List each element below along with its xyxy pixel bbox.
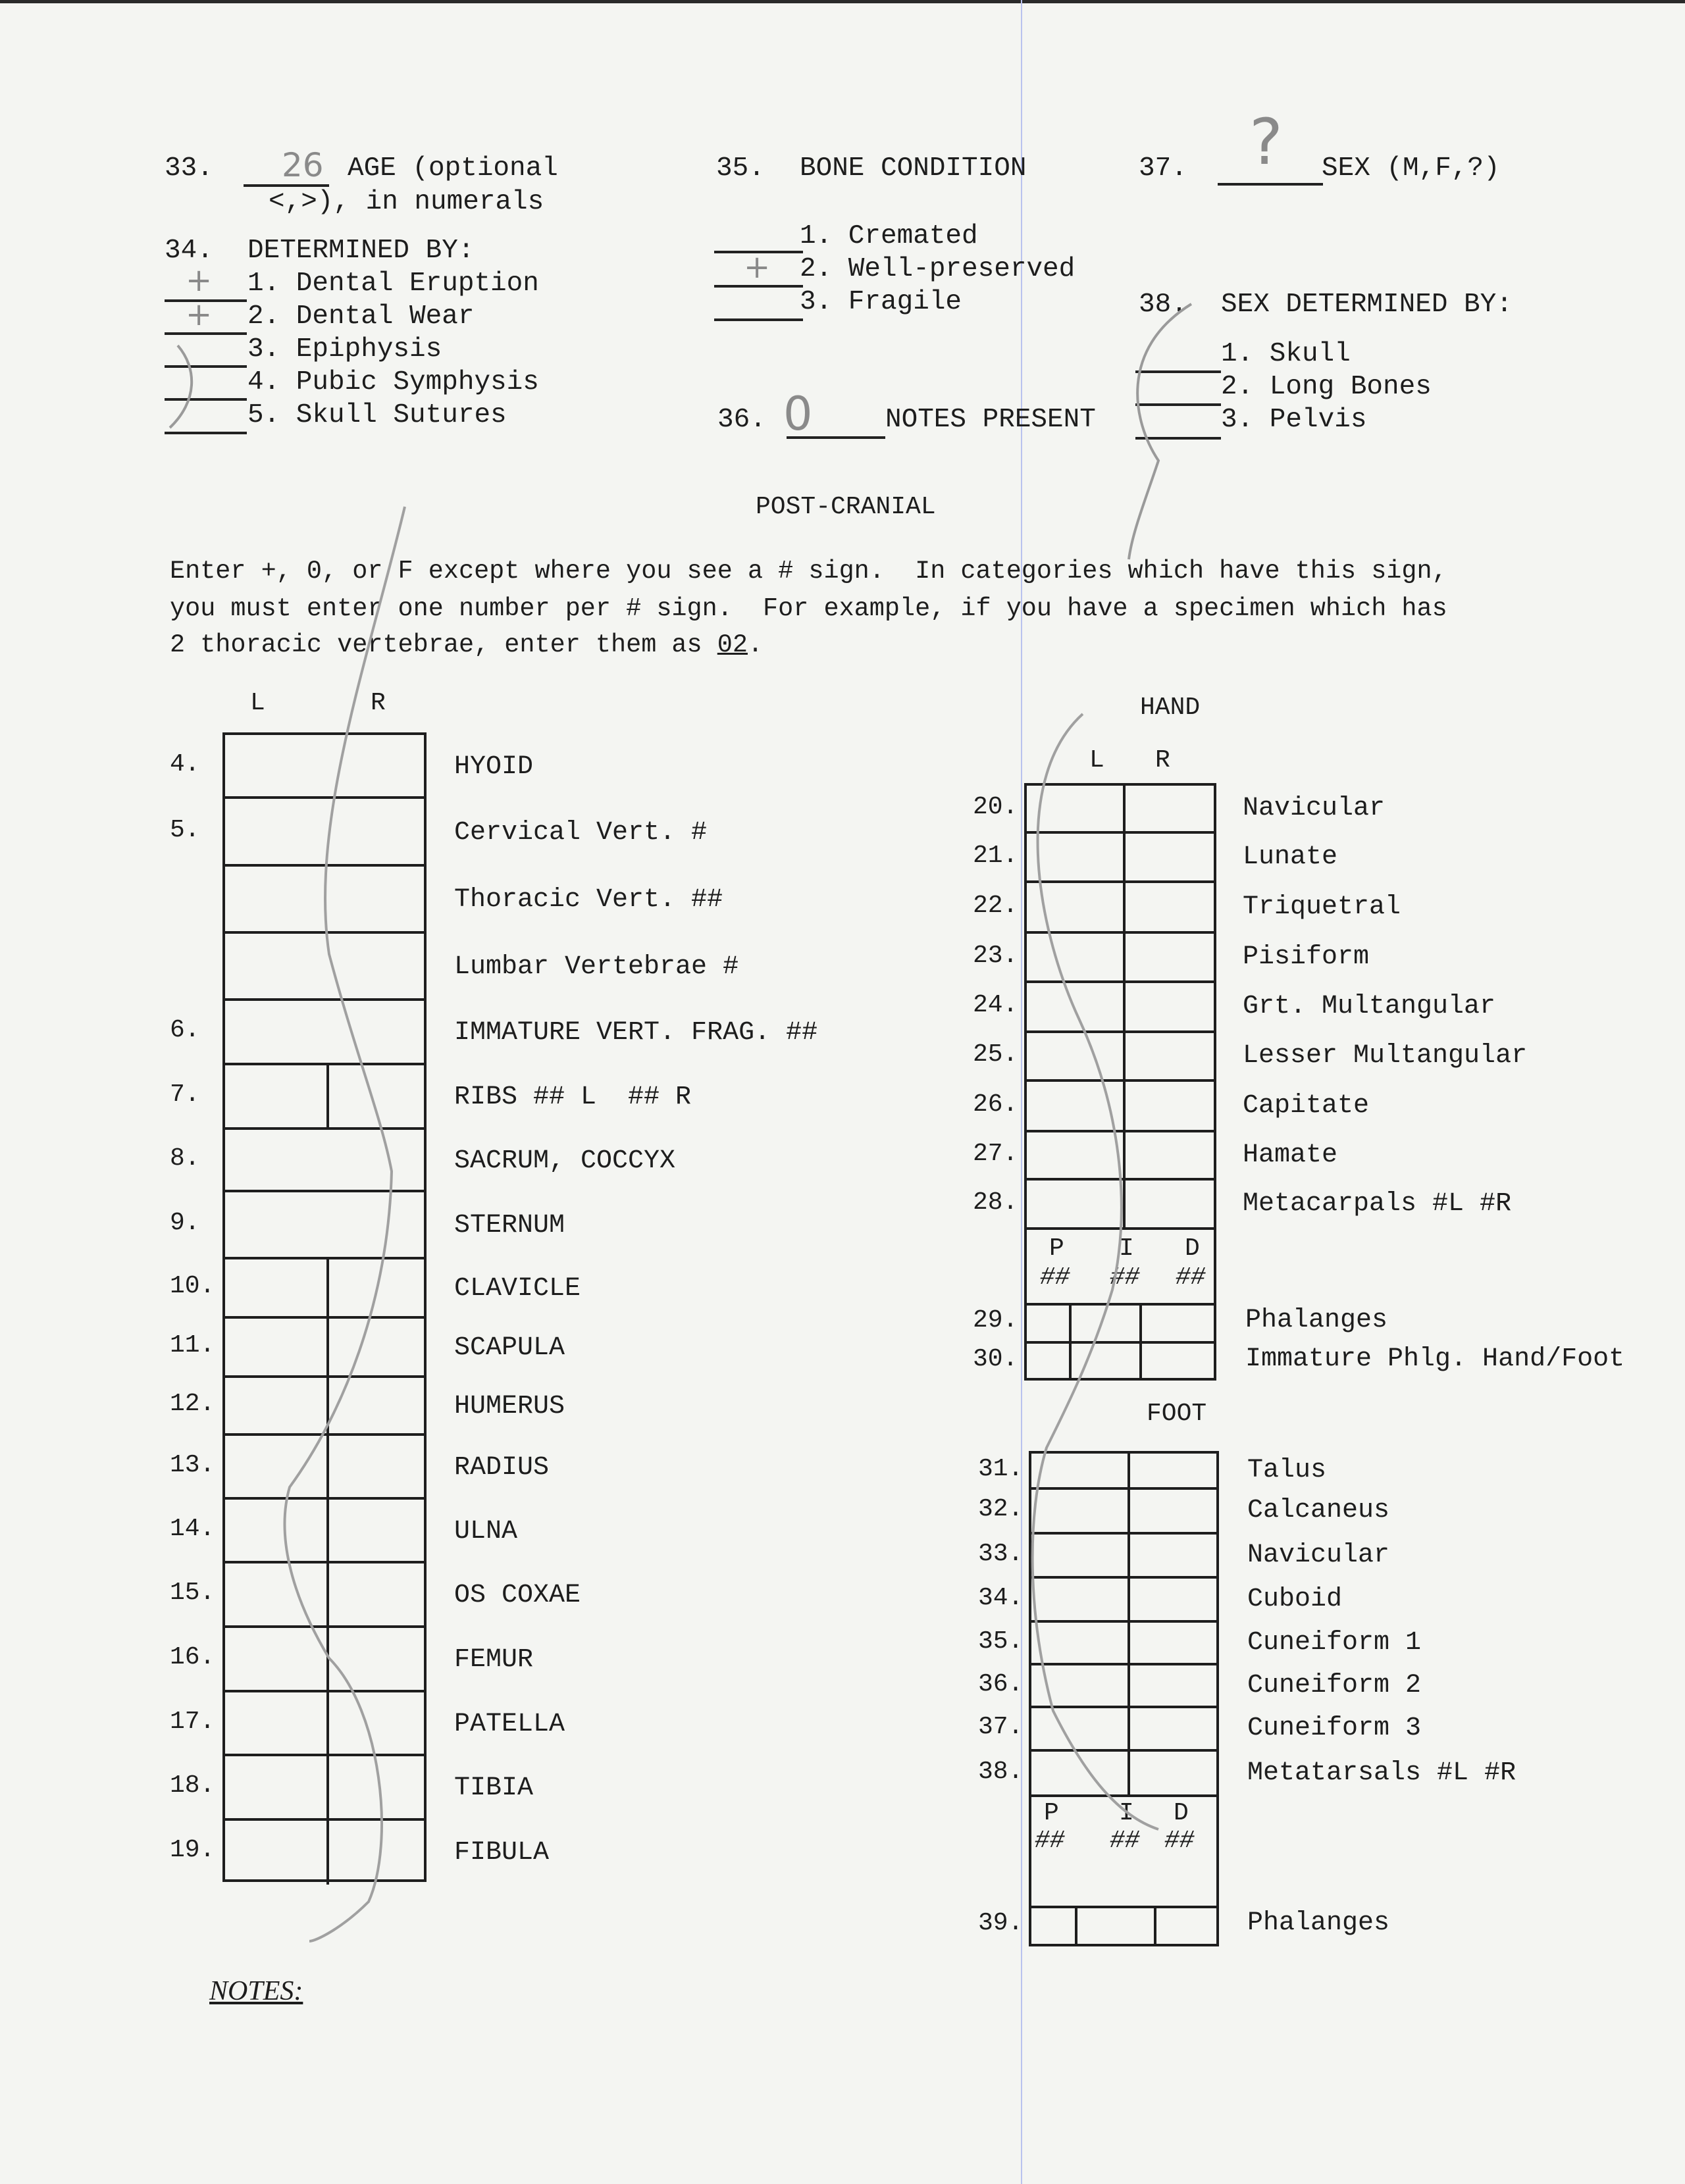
bone-label: Calcaneus: [1247, 1496, 1390, 1525]
instructions-line-example: [170, 630, 763, 660]
bone-entry-cell-left[interactable]: [225, 1378, 326, 1433]
column-divider: [326, 1375, 329, 1436]
bone-label: HYOID: [454, 751, 534, 782]
instructions-line: you must enter one number per # sign. For example, if you have a specimen which has: [170, 594, 1447, 623]
bone-entry-cell-right[interactable]: [329, 1821, 424, 1882]
column-divider: [1128, 1620, 1130, 1665]
hand-cell-left[interactable]: [1027, 883, 1123, 931]
row-number: 33.: [978, 1539, 1024, 1568]
sex-determined-by-title: SEX DETERMINED BY:: [1221, 290, 1513, 320]
column-divider: [326, 1063, 329, 1130]
row-number: 30.: [973, 1345, 1018, 1373]
foot-cell-right[interactable]: [1130, 1665, 1216, 1706]
bone-label: SACRUM, COCCYX: [454, 1146, 676, 1176]
phalanx-cell[interactable]: [1077, 1908, 1154, 1944]
bone-entry-cell-right[interactable]: [329, 1319, 424, 1375]
phalanx-header: I: [1119, 1234, 1134, 1263]
notes-present-number: 36.: [717, 405, 766, 435]
phalanx-header: D: [1185, 1234, 1200, 1263]
row-number: 26.: [973, 1090, 1018, 1119]
row-number: 7.: [170, 1080, 200, 1109]
bone-condition-option: 1. Cremated: [800, 221, 978, 251]
row-number: 4.: [170, 749, 200, 778]
phalanx-cell[interactable]: [1156, 1908, 1216, 1944]
foot-cell-right[interactable]: [1130, 1752, 1216, 1794]
bone-condition-number: 35.: [716, 153, 765, 184]
example-suffix: .: [747, 630, 764, 659]
age-method-field[interactable]: [165, 432, 247, 434]
foot-cell-right[interactable]: [1130, 1708, 1216, 1749]
hand-cell-left[interactable]: [1027, 786, 1123, 831]
column-divider: [1128, 1487, 1130, 1535]
sex-method-field[interactable]: [1135, 437, 1221, 440]
column-divider: [1128, 1451, 1130, 1490]
row-number: 13.: [170, 1450, 215, 1479]
row-number: 38.: [978, 1757, 1024, 1786]
age-method-label: 4. Pubic Symphysis: [247, 367, 539, 397]
determined-by-title: DETERMINED BY:: [247, 236, 475, 266]
hand-cell-left[interactable]: [1027, 1181, 1123, 1227]
age-method-field[interactable]: [165, 398, 247, 401]
bone-label: IMMATURE VERT. FRAG. ##: [454, 1018, 818, 1048]
column-divider: [1123, 931, 1126, 983]
bone-label: CLAVICLE: [454, 1274, 581, 1304]
hand-cell-right[interactable]: [1126, 883, 1214, 931]
post-cranial-title: POST-CRANIAL: [756, 493, 936, 521]
foot-cell-left[interactable]: [1031, 1490, 1128, 1532]
foot-cell-right[interactable]: [1130, 1535, 1216, 1576]
age-label-sub: <,>), in numerals: [269, 187, 544, 217]
phalanx-count-mark: ##: [1164, 1827, 1195, 1855]
phalanx-cell[interactable]: [1142, 1306, 1214, 1341]
column-divider: [326, 1561, 329, 1628]
foot-cell-right[interactable]: [1130, 1454, 1216, 1487]
sex-method-field[interactable]: [1135, 403, 1221, 406]
row-number: 11.: [170, 1331, 215, 1359]
example-value: 02: [717, 630, 748, 659]
age-number: 33.: [165, 153, 213, 184]
foot-cell-right[interactable]: [1130, 1490, 1216, 1532]
phalanx-count-mark: ##: [1176, 1263, 1206, 1292]
hand-cell-left[interactable]: [1027, 934, 1123, 980]
bone-entry-cell-left[interactable]: [225, 1065, 326, 1127]
sex-method-label: 2. Long Bones: [1221, 372, 1432, 402]
row-number: 36.: [978, 1669, 1024, 1698]
bone-entry-cell[interactable]: [225, 934, 424, 998]
row-number: 39.: [978, 1909, 1024, 1937]
row-number: 16.: [170, 1643, 215, 1671]
bone-label: Lesser Multangular: [1243, 1041, 1528, 1071]
pencil-line-sex: [1129, 304, 1191, 559]
foot-cell-left[interactable]: [1031, 1665, 1128, 1706]
bone-label: Cuboid: [1247, 1584, 1343, 1614]
column-divider: [1123, 980, 1126, 1033]
bone-condition-field[interactable]: [714, 318, 803, 321]
bone-label: RADIUS: [454, 1452, 550, 1483]
sex-number: 37.: [1139, 153, 1187, 184]
bone-label: Phalanges: [1247, 1908, 1390, 1938]
phalanx-cell[interactable]: [1072, 1344, 1139, 1381]
bone-label: FEMUR: [454, 1645, 534, 1675]
bone-condition-title: BONE CONDITION: [800, 153, 1027, 184]
row-number: 20.: [973, 792, 1018, 821]
bone-label: STERNUM: [454, 1211, 565, 1240]
bone-label: Cuneiform 1: [1247, 1627, 1422, 1658]
notes-present-value: 0: [783, 387, 813, 441]
phalanx-header: D: [1174, 1799, 1189, 1827]
column-divider: [1128, 1576, 1130, 1623]
determined-by-number: 34.: [165, 236, 213, 266]
bone-entry-cell-right[interactable]: [329, 1500, 424, 1561]
column-divider: [1123, 1130, 1126, 1181]
age-label: AGE (optional: [348, 153, 558, 184]
phalanx-count-mark: ##: [1040, 1263, 1070, 1292]
bone-label: RIBS ## L ## R: [454, 1082, 692, 1112]
column-divider: [326, 1625, 329, 1692]
row-number: 24.: [973, 991, 1018, 1019]
sex-method-field[interactable]: [1135, 370, 1221, 373]
bone-entry-cell[interactable]: [225, 799, 424, 864]
row-number: 12.: [170, 1390, 215, 1418]
column-divider: [1123, 831, 1126, 883]
bone-entry-cell-right[interactable]: [329, 1378, 424, 1433]
row-number: 27.: [973, 1139, 1018, 1168]
column-divider: [1123, 1079, 1126, 1132]
bone-entry-cell-right[interactable]: [329, 1563, 424, 1625]
foot-table-frame: [1029, 1451, 1219, 1946]
column-divider: [1128, 1706, 1130, 1752]
axial-table-frame: [222, 732, 427, 1882]
bone-entry-cell-right[interactable]: [329, 1692, 424, 1754]
sex-label: SEX (M,F,?): [1322, 153, 1500, 184]
foot-cell-right[interactable]: [1130, 1579, 1216, 1620]
age-method-mark: +: [186, 296, 213, 333]
column-divider: [326, 1754, 329, 1821]
column-divider: [1128, 1532, 1130, 1579]
row-number: 14.: [170, 1514, 215, 1543]
hand-cell-right[interactable]: [1126, 1082, 1214, 1130]
bone-entry-cell[interactable]: [225, 1130, 424, 1190]
bone-label: Cervical Vert. #: [454, 817, 708, 848]
bone-label: HUMERUS: [454, 1392, 565, 1421]
scan-top-edge: [0, 0, 1685, 3]
bone-label: SCAPULA: [454, 1333, 565, 1363]
phalanx-cell[interactable]: [1072, 1306, 1139, 1341]
foot-cell-left[interactable]: [1031, 1752, 1128, 1794]
row-number: 19.: [170, 1835, 215, 1864]
phalanx-header: I: [1119, 1799, 1134, 1827]
age-method-mark: +: [186, 262, 213, 299]
phalanx-count-mark: ##: [1110, 1827, 1140, 1855]
row-number: 10.: [170, 1272, 215, 1300]
row-number: 29.: [973, 1306, 1018, 1334]
bone-entry-cell[interactable]: [225, 1001, 424, 1063]
bone-label: Lumbar Vertebrae #: [454, 952, 739, 982]
bone-label: Hamate: [1243, 1140, 1338, 1170]
bone-condition-option: 3. Fragile: [800, 287, 962, 317]
hand-cell-left[interactable]: [1027, 983, 1123, 1030]
row-number: 15.: [170, 1579, 215, 1607]
phalanx-cell[interactable]: [1142, 1344, 1214, 1381]
bone-entry-cell-left[interactable]: [225, 1692, 326, 1754]
foot-cell-left[interactable]: [1031, 1579, 1128, 1620]
sex-value: ?: [1249, 105, 1283, 179]
row-number: 6.: [170, 1016, 200, 1044]
age-method-label: 5. Skull Sutures: [247, 400, 507, 430]
bone-label: OS COXAE: [454, 1581, 581, 1610]
bone-entry-cell-left[interactable]: [225, 1821, 326, 1882]
bone-entry-cell-left[interactable]: [225, 1563, 326, 1625]
row-number: 5.: [170, 815, 200, 844]
row-number: 9.: [170, 1209, 200, 1237]
bone-label: Navicular: [1247, 1540, 1390, 1570]
hand-cell-right[interactable]: [1126, 834, 1214, 880]
bone-label: Thoracic Vert. ##: [454, 885, 723, 915]
bone-entry-cell-left[interactable]: [225, 1756, 326, 1818]
column-divider: [1128, 1663, 1130, 1708]
foot-cell-left[interactable]: [1031, 1623, 1128, 1663]
bone-entry-cell[interactable]: [225, 735, 424, 796]
column-header-right: R: [371, 689, 386, 717]
column-divider: [326, 1818, 329, 1885]
hand-cell-left[interactable]: [1027, 1082, 1123, 1130]
column-divider: [1123, 1030, 1126, 1082]
sex-method-label: 1. Skull: [1221, 339, 1351, 369]
hand-column-left: L: [1089, 746, 1104, 775]
bone-label: Navicular: [1243, 793, 1386, 823]
bone-label: Triquetral: [1243, 892, 1401, 922]
bone-condition-option: 2. Well-preserved: [800, 254, 1076, 284]
sex-field[interactable]: [1218, 183, 1323, 186]
row-number: 31.: [978, 1454, 1024, 1483]
phalanx-cell[interactable]: [1027, 1344, 1069, 1381]
column-divider: [1123, 1178, 1126, 1230]
age-method-label: 1. Dental Eruption: [247, 268, 539, 299]
bone-condition-mark: +: [744, 249, 771, 286]
row-number: 35.: [978, 1627, 1024, 1656]
row-divider: [1029, 1794, 1219, 1797]
sex-determined-by-number: 38.: [1139, 290, 1187, 320]
hand-cell-left[interactable]: [1027, 834, 1123, 880]
sex-method-label: 3. Pelvis: [1221, 405, 1367, 435]
bone-entry-cell[interactable]: [225, 1192, 424, 1257]
hand-cell-right[interactable]: [1126, 934, 1214, 980]
bone-label: Pisiform: [1243, 942, 1370, 972]
phalanx-count-mark: ##: [1110, 1263, 1140, 1292]
row-number: 8.: [170, 1144, 200, 1173]
hand-column-right: R: [1155, 746, 1170, 775]
foot-cell-left[interactable]: [1031, 1454, 1128, 1487]
column-divider: [326, 1316, 329, 1378]
bone-entry-cell[interactable]: [225, 867, 424, 931]
bone-entry-cell-right[interactable]: [329, 1259, 424, 1316]
foot-cell-right[interactable]: [1130, 1623, 1216, 1663]
bone-entry-cell-left[interactable]: [225, 1628, 326, 1690]
bone-label: Capitate: [1243, 1090, 1370, 1121]
bone-label: Phalanges: [1245, 1306, 1388, 1335]
bone-entry-cell-left[interactable]: [225, 1319, 326, 1375]
row-divider: [1024, 1227, 1216, 1230]
column-header-left: L: [250, 689, 265, 717]
age-method-field[interactable]: [165, 365, 247, 368]
instructions-text: 2 thoracic vertebrae, enter them as: [170, 630, 717, 659]
bone-label: Cuneiform 3: [1247, 1714, 1422, 1743]
hand-cell-left[interactable]: [1027, 1132, 1123, 1178]
column-divider: [1123, 880, 1126, 934]
foot-cell-left[interactable]: [1031, 1708, 1128, 1749]
bone-entry-cell-left[interactable]: [225, 1500, 326, 1561]
hand-cell-right[interactable]: [1126, 1132, 1214, 1178]
bone-entry-cell-right[interactable]: [329, 1436, 424, 1497]
bone-entry-cell-left[interactable]: [225, 1436, 326, 1497]
row-number: 32.: [978, 1495, 1024, 1523]
row-number: 23.: [973, 941, 1018, 970]
age-value: 26: [282, 146, 324, 184]
row-number: 17.: [170, 1707, 215, 1736]
bone-entry-cell-left[interactable]: [225, 1259, 326, 1316]
row-number: 18.: [170, 1771, 215, 1800]
bone-label: Metacarpals #L #R: [1243, 1188, 1512, 1219]
pencil-line-age: [170, 345, 192, 428]
bone-label: Lunate: [1243, 842, 1338, 872]
column-divider: [1123, 783, 1126, 834]
hand-cell-right[interactable]: [1126, 1033, 1214, 1079]
hand-cell-right[interactable]: [1126, 786, 1214, 831]
instructions-line: Enter +, 0, or F except where you see a # sign. In categories which have this sign,: [170, 557, 1447, 586]
bone-label: PATELLA: [454, 1709, 565, 1739]
fold-line: [1021, 0, 1022, 2184]
bone-entry-cell-right[interactable]: [329, 1065, 424, 1127]
age-method-label: 3. Epiphysis: [247, 334, 442, 365]
notes-label: NOTES:: [209, 1976, 303, 2006]
bone-label: Talus: [1247, 1455, 1327, 1485]
age-method-label: 2. Dental Wear: [247, 301, 475, 332]
column-divider: [1128, 1749, 1130, 1797]
bone-label: Metatarsals #L #R: [1247, 1758, 1516, 1788]
phalanx-header: P: [1049, 1234, 1064, 1263]
hand-cell-left[interactable]: [1027, 1033, 1123, 1079]
phalanx-cell[interactable]: [1031, 1908, 1075, 1944]
bone-label: ULNA: [454, 1516, 518, 1546]
column-divider: [326, 1257, 329, 1319]
phalanx-header: P: [1044, 1799, 1059, 1827]
bone-label: FIBULA: [454, 1837, 550, 1867]
phalanx-count-mark: ##: [1035, 1827, 1065, 1855]
foot-title: FOOT: [1147, 1400, 1207, 1428]
phalanx-cell[interactable]: [1027, 1306, 1069, 1341]
column-divider: [326, 1497, 329, 1563]
bone-label: Cuneiform 2: [1247, 1670, 1422, 1700]
bone-entry-cell-right[interactable]: [329, 1628, 424, 1690]
foot-cell-left[interactable]: [1031, 1535, 1128, 1576]
hand-title: HAND: [1140, 694, 1201, 722]
bone-label: Grt. Multangular: [1243, 992, 1496, 1021]
bone-label: TIBIA: [454, 1773, 534, 1803]
row-number: 28.: [973, 1188, 1018, 1217]
bone-label: Immature Phlg. Hand/Foot: [1245, 1344, 1625, 1374]
hand-cell-right[interactable]: [1126, 1181, 1214, 1227]
hand-cell-right[interactable]: [1126, 983, 1214, 1030]
row-number: 25.: [973, 1040, 1018, 1069]
row-number: 21.: [973, 841, 1018, 870]
bone-entry-cell-right[interactable]: [329, 1756, 424, 1818]
column-divider: [326, 1433, 329, 1500]
row-number: 37.: [978, 1713, 1024, 1741]
row-number: 34.: [978, 1583, 1024, 1612]
notes-present-label: NOTES PRESENT: [885, 405, 1096, 435]
column-divider: [326, 1690, 329, 1756]
row-number: 22.: [973, 891, 1018, 920]
